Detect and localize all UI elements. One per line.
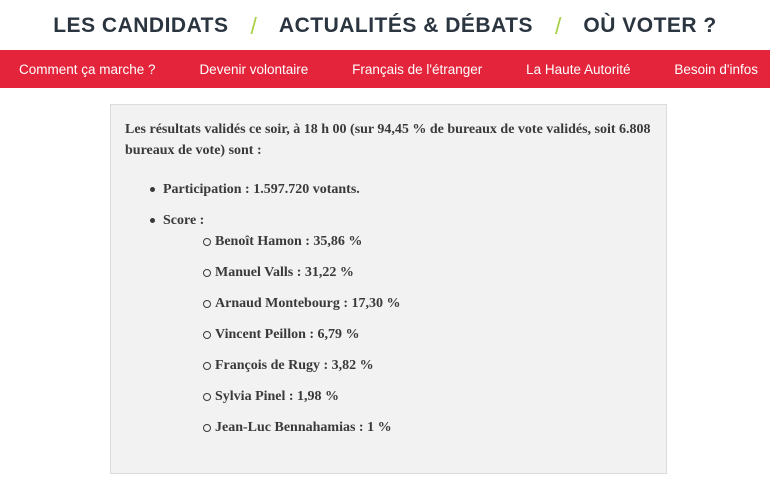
nav-les-candidats[interactable]: LES CANDIDATS xyxy=(53,14,229,37)
score-list-item: Benoît Hamon : 35,86 % xyxy=(215,231,652,252)
score-list-item: Sylvia Pinel : 1,98 % xyxy=(215,386,652,407)
subnav-haute-autorite[interactable]: La Haute Autorité xyxy=(526,61,631,77)
participation-text: Participation : 1.597.720 votants. xyxy=(163,182,360,197)
subnav-besoin-infos[interactable]: Besoin d'infos xyxy=(674,61,758,77)
score-list-item: Arnaud Montebourg : 17,30 % xyxy=(215,293,652,314)
nav-separator: / xyxy=(250,12,257,39)
participation-item xyxy=(163,179,652,200)
score-list-item: François de Rugy : 3,82 % xyxy=(215,355,652,376)
nav-ou-voter[interactable]: OÙ VOTER ? xyxy=(583,14,717,37)
score-label: Score : xyxy=(163,213,205,228)
score-list-item: Manuel Valls : 31,22 % xyxy=(215,262,652,283)
subnav-francais-etranger[interactable]: Français de l'étranger xyxy=(352,61,483,77)
results-box xyxy=(110,104,667,474)
nav-separator: / xyxy=(555,12,562,39)
subnav-devenir-volontaire[interactable]: Devenir volontaire xyxy=(199,61,309,77)
results-list xyxy=(125,179,652,438)
secondary-navigation xyxy=(0,50,770,88)
score-list-item: Vincent Peillon : 6,79 % xyxy=(215,324,652,345)
subnav-comment-ca-marche[interactable]: Comment ça marche ? xyxy=(19,61,156,77)
results-intro: Les résultats validés ce soir, à 18 h 00 (sur 94,45 % de bureaux de vote validés, soit 6.808 bureaux de vote) sont : xyxy=(125,122,651,158)
score-item xyxy=(163,210,652,438)
score-list xyxy=(163,231,652,438)
nav-actualites-debats[interactable]: ACTUALITÉS & DÉBATS xyxy=(278,14,534,37)
top-navigation xyxy=(0,0,770,50)
score-list-item: Jean-Luc Bennahamias : 1 % xyxy=(215,417,652,438)
